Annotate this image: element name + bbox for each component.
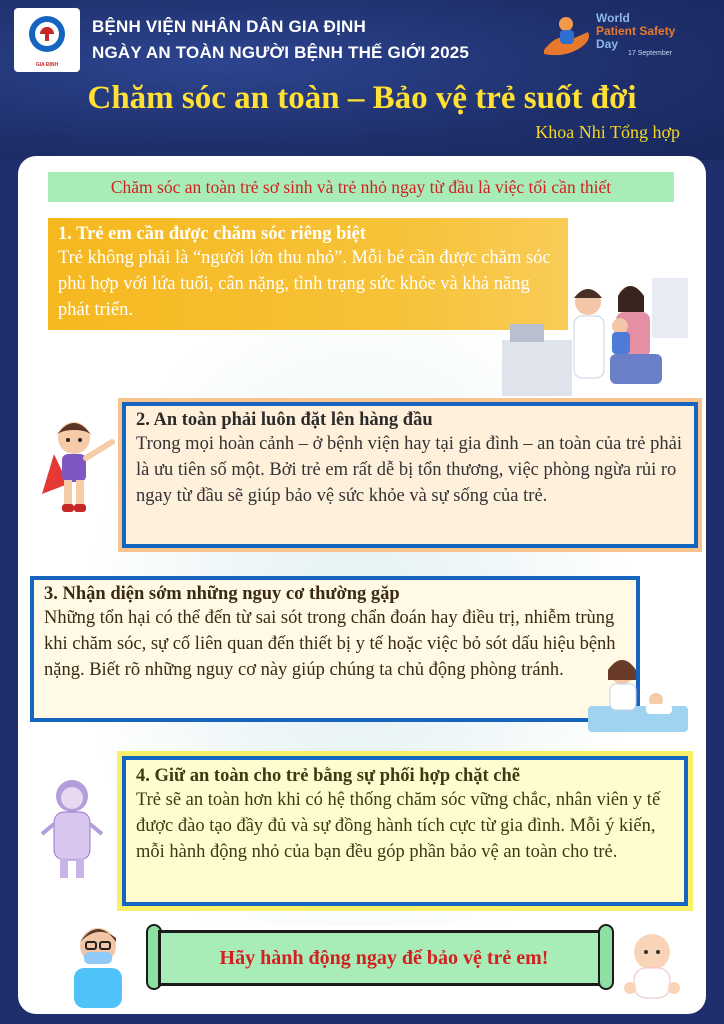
logo-label: GIA ĐỊNH [35, 62, 59, 68]
wpsd-date: 17 September [628, 50, 672, 57]
content-panel [18, 156, 706, 1014]
section-1-heading: 1. Trẻ em cần được chăm sóc riêng biệt [58, 224, 366, 244]
mother-child-illustration [32, 774, 112, 884]
wpsd-word-day: Day [596, 37, 619, 51]
baby-illustration [618, 928, 688, 1006]
masked-doctor-illustration [62, 920, 134, 1010]
section-2-heading: 2. An toàn phải luôn đặt lên hàng đầu [136, 410, 433, 430]
hospital-logo [14, 8, 80, 72]
section-4-card [122, 756, 688, 906]
page-title: Chăm sóc an toàn – Bảo vệ trẻ suốt đời [87, 80, 637, 116]
doctor-baby-illustration [582, 656, 692, 736]
section-2-card [122, 402, 698, 548]
world-patient-safety-day-logo [540, 10, 710, 66]
section-1-card [48, 218, 568, 330]
section-4-body: Trẻ sẽ an toàn hơn khi có hệ thống chăm sóc vững chắc, nhân viên y tế được đào tạo đầy đủ và sự đồng hành tích cực từ gia đình. Mỗi ý kiến, mỗi hành động nhỏ của bạn đều góp phần bảo vệ an toàn cho trẻ. [136, 790, 661, 862]
event-name: NGÀY AN TOÀN NGƯỜI BỆNH THẾ GIỚI 2025 [92, 43, 470, 62]
section-3-heading: 3. Nhận diện sớm những nguy cơ thường gặp [44, 584, 400, 604]
logo-emblem-icon [22, 12, 72, 56]
department-name: Khoa Nhi Tổng hợp [535, 122, 680, 142]
wpsd-word-world: World [596, 11, 630, 25]
section-4-heading: 4. Giữ an toàn cho trẻ bằng sự phối hợp chặt chẽ [136, 766, 520, 786]
caring-hands-icon [540, 10, 596, 62]
wpsd-wordmark [596, 12, 675, 51]
section-3-card [30, 576, 640, 722]
wpsd-word-patient-safety: Patient Safety [596, 24, 676, 38]
call-to-action-banner: Hãy hành động ngay để bảo vệ trẻ em! [158, 930, 610, 986]
tagline: Chăm sóc an toàn trẻ sơ sinh và trẻ nhỏ ngay từ đầu là việc tối cần thiết [48, 172, 674, 202]
section-2-body: Trong mọi hoàn cảnh – ở bệnh viện hay tại gia đình – an toàn của trẻ phải là ưu tiên số một. Bởi trẻ em rất dễ bị tổn thương, việc phòng ngừa rủi ro ngay từ đầu sẽ giúp bảo vệ sức khỏe và sự sống của trẻ. [136, 434, 682, 506]
header [0, 0, 724, 160]
banner-scroll-right [598, 924, 614, 990]
hospital-name: BỆNH VIỆN NHÂN DÂN GIA ĐỊNH [92, 17, 366, 36]
hospital-heading [92, 14, 469, 66]
section-1-body: Trẻ không phải là “người lớn thu nhỏ”. Mỗi bé cần được chăm sóc phù hợp với lứa tuổi, cân nặng, tình trạng sức khỏe và khả năng phát triển. [58, 248, 551, 320]
section-3-body: Những tổn hại có thể đến từ sai sót trong chẩn đoán hay điều trị, nhiễm trùng khi chăm sóc, sự cố liên quan đến thiết bị y tế hoặc việc bỏ sót dấu hiệu bệnh nặng. Biết rõ những nguy cơ này giúp chúng ta chủ động phòng tránh. [44, 608, 616, 680]
superhero-girl-illustration [38, 414, 118, 524]
doctor-family-illustration [502, 268, 702, 396]
